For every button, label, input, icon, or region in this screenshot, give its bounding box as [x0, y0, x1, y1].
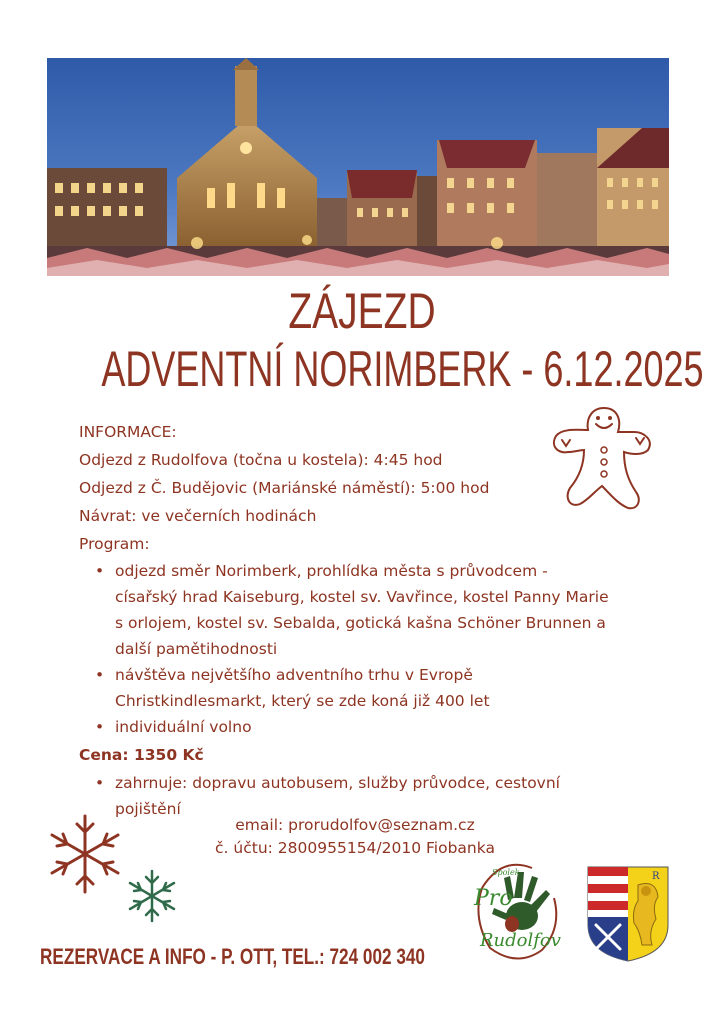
- account-line: č. účtu: 2800955154/2010 Fiobanka: [215, 839, 495, 857]
- gingerbread-icon: [544, 402, 664, 527]
- program-list: [79, 558, 639, 740]
- program-item: • odjezd směr Norimberk, prohlídka města s průvodcem - císařský hrad Kaiseburg, kostel sv. Vavřince, kostel Panny Marie s orlojem, kostel sv. Sebalda, gotická kašna Schöner Brunnen a další pamětihodnosti: [115, 558, 615, 662]
- departure-rudolfov: Odjezd z Rudolfova (točna u kostela): 4:45 hod: [79, 451, 443, 469]
- price-item: • zahrnuje: dopravu autobusem, služby průvodce, cestovní pojištění: [115, 770, 615, 822]
- snowflake-icon: [45, 812, 125, 896]
- departure-budejovice: Odjezd z Č. Budějovic (Mariánské náměstí): 5:00 hod: [79, 479, 490, 497]
- reservation-footer: REZERVACE A INFO - P. OTT, TEL.: 724 002 340: [40, 944, 425, 969]
- price-label: Cena: 1350 Kč: [79, 746, 204, 764]
- snowflake-icon: [125, 868, 179, 924]
- svg-text:R: R: [652, 871, 660, 882]
- title-line-2: ADVENTNÍ NORIMBERK - 6.12.2025: [101, 341, 704, 397]
- contact-block: [200, 814, 510, 860]
- info-heading: INFORMACE:: [79, 423, 177, 441]
- nuremberg-photo: [47, 58, 669, 276]
- email-line: email: prorudolfov@seznam.cz: [235, 816, 475, 834]
- logo-top-text: Pro: [474, 886, 513, 911]
- program-item: • individuální volno: [115, 714, 639, 740]
- logo-bottom-text: Rudolfov: [480, 930, 561, 951]
- program-label: Program:: [79, 535, 150, 553]
- coat-of-arms-icon: [586, 865, 670, 963]
- logo-small-text: Spolek: [492, 868, 520, 877]
- return-time: Návrat: ve večerních hodinách: [79, 507, 317, 525]
- title-line-1: ZÁJEZD: [288, 283, 436, 339]
- program-item: • návštěva největšího adventního trhu v Evropě Christkindlesmarkt, který se zde koná již 400 let: [115, 662, 545, 714]
- pro-rudolfov-logo: [462, 858, 572, 968]
